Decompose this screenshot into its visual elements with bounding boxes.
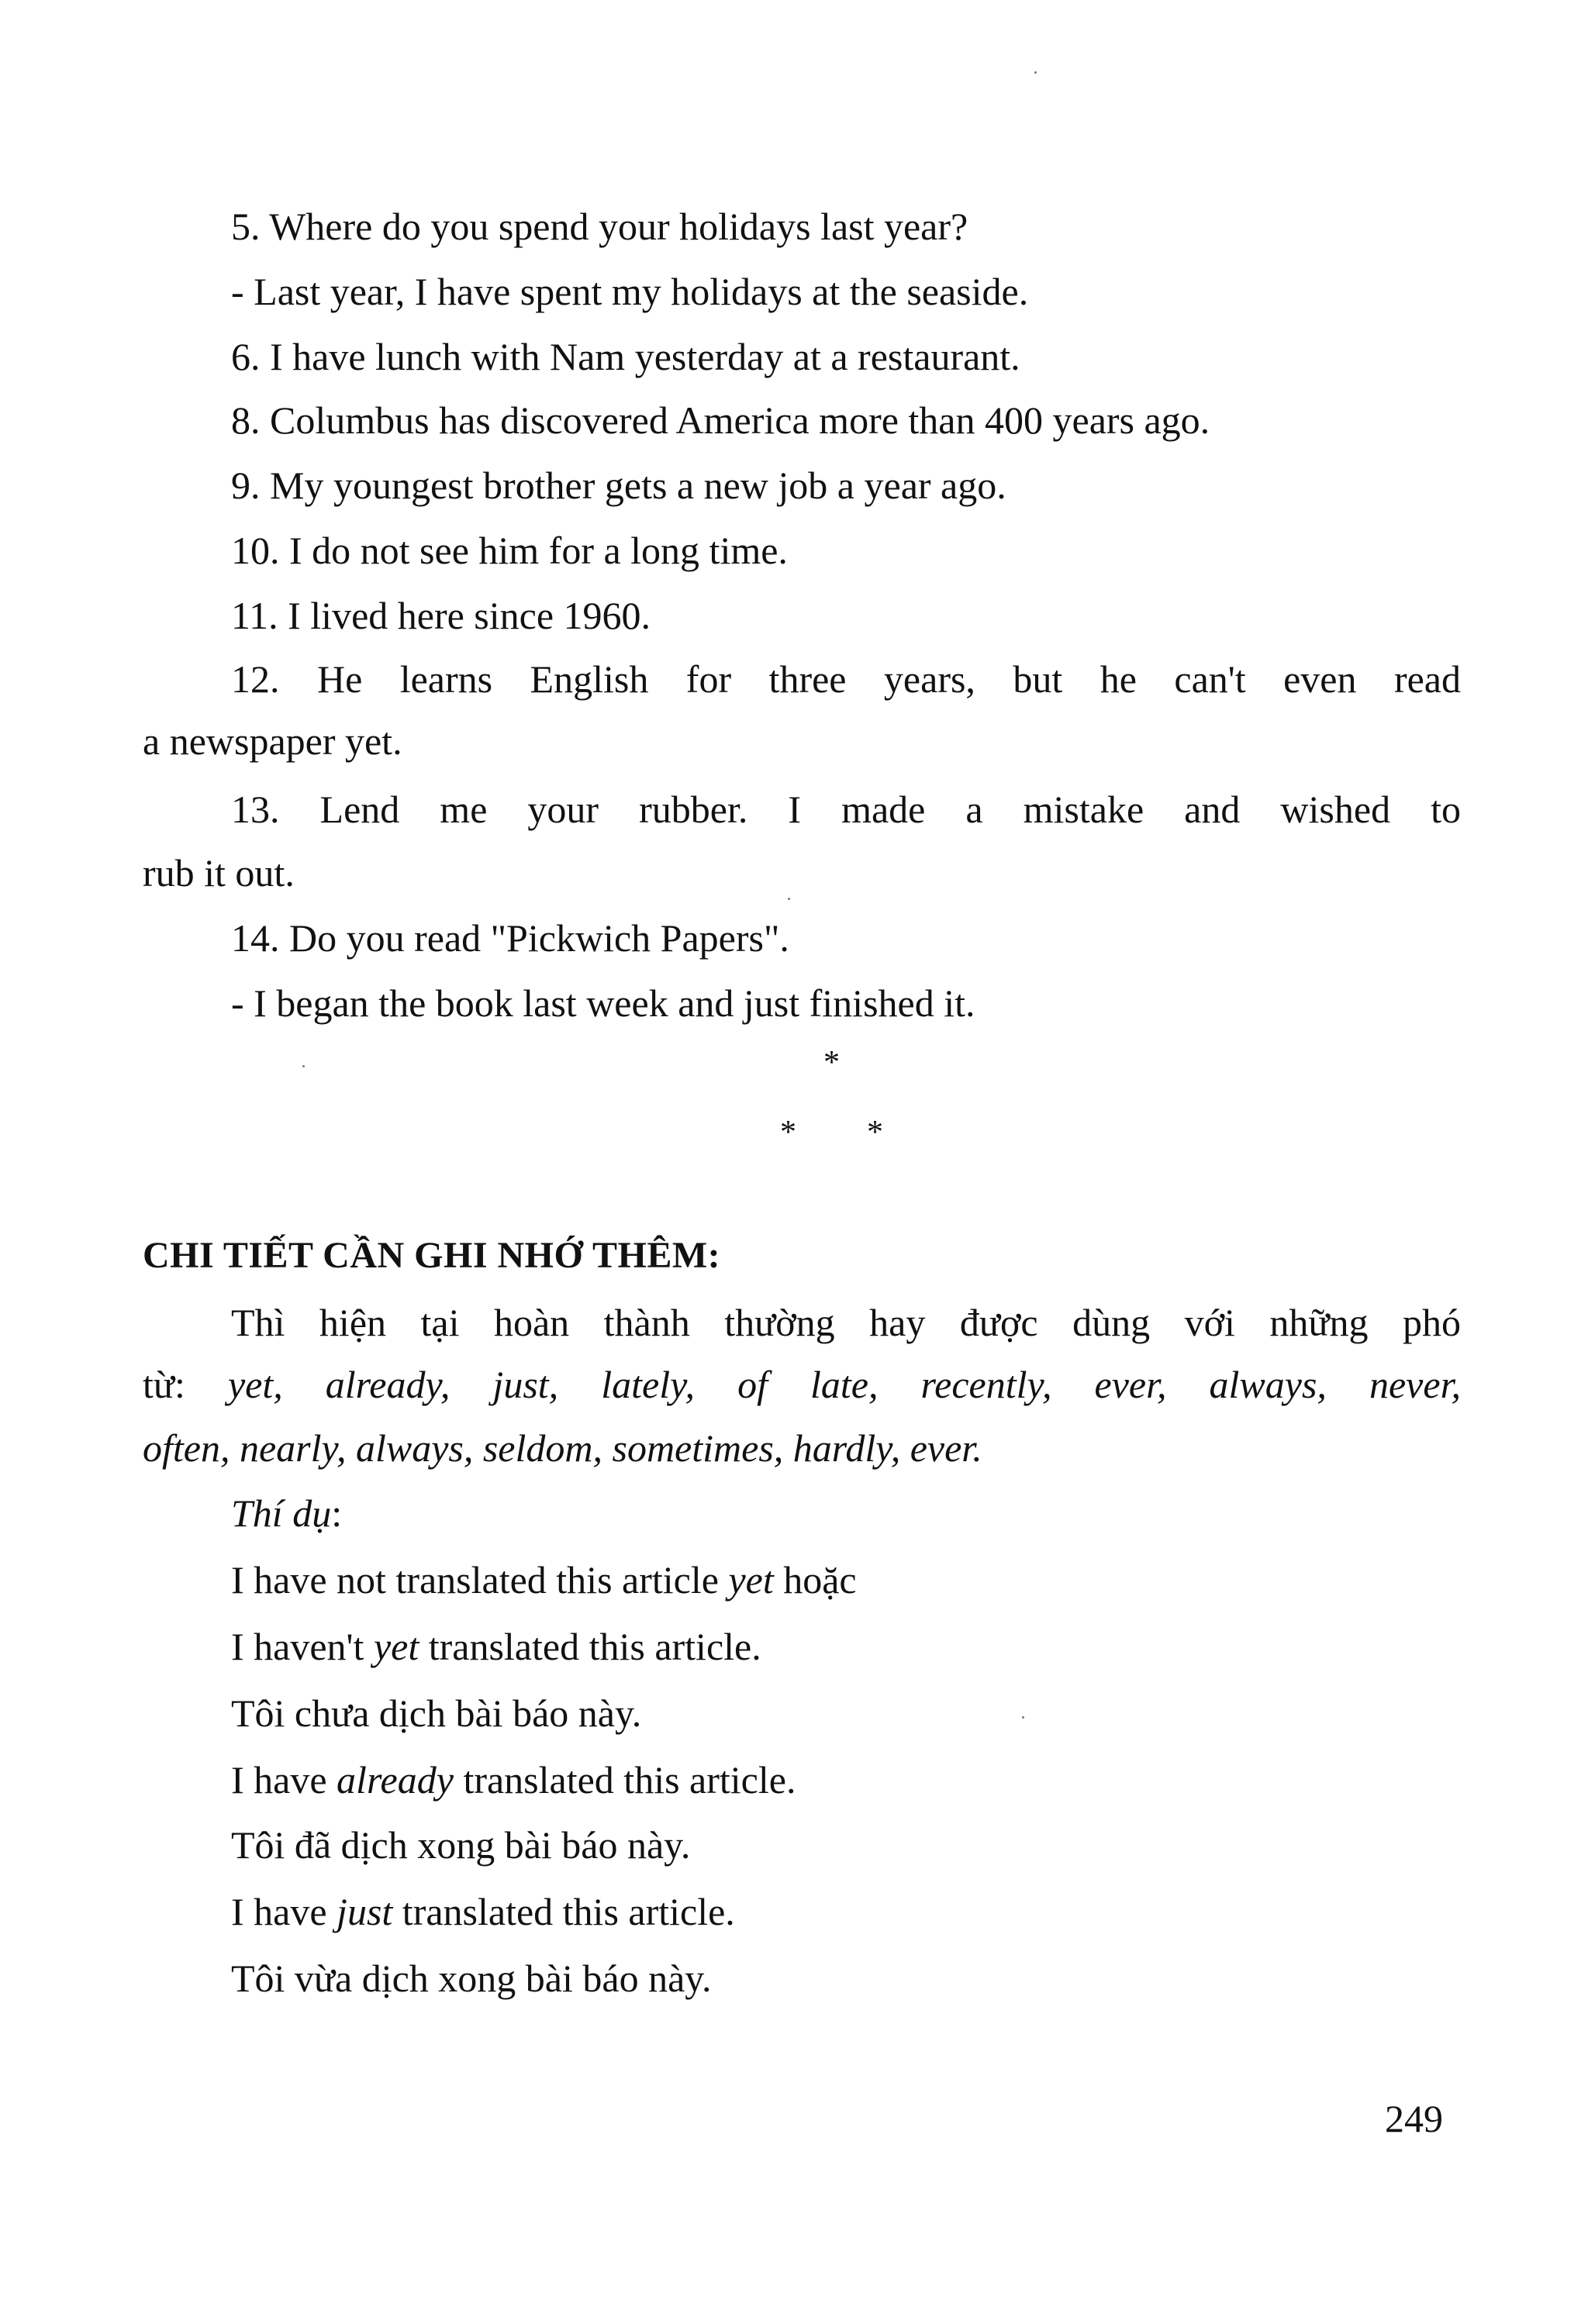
example-4-b: already xyxy=(337,1758,454,1802)
exercise-answer-14: - I began the book last week and just finished it. xyxy=(231,981,975,1025)
example-label-colon: : xyxy=(331,1491,343,1535)
example-2 xyxy=(231,1623,761,1670)
example-4-a: I have xyxy=(231,1758,337,1802)
example-6 xyxy=(231,1888,735,1935)
exercise-line-12-cont: a newspaper yet. xyxy=(143,719,402,763)
example-2-a: I haven't xyxy=(231,1625,374,1668)
example-1-a: I have not translated this article xyxy=(231,1558,729,1602)
intro-adverbs: yet, already, just, lately, of late, recently, ever, always, never, xyxy=(227,1363,1461,1406)
example-3: Tôi chưa dịch bài báo này. xyxy=(231,1691,642,1735)
example-6-c: translated this article. xyxy=(392,1890,735,1933)
example-label xyxy=(231,1490,342,1536)
example-2-b: yet xyxy=(373,1625,419,1668)
intro-line-2 xyxy=(143,1361,1461,1408)
exercise-line-13-cont: rub it out. xyxy=(143,851,295,895)
example-6-a: I have xyxy=(231,1890,337,1933)
example-1-b: yet xyxy=(728,1558,774,1602)
exercise-line-13: 13. Lend me your rubber. I made a mistake and wished to xyxy=(231,788,1461,831)
intro-line-2-text: từ: xyxy=(143,1363,228,1406)
example-4 xyxy=(231,1757,796,1803)
exercise-line-9: 9. My youngest brother gets a new job a year ago. xyxy=(231,464,1006,507)
example-label-text: Thí dụ xyxy=(231,1491,332,1535)
intro-line-3 xyxy=(143,1425,982,1471)
example-6-b: just xyxy=(337,1890,393,1933)
separator-star: * xyxy=(823,1045,840,1081)
example-7: Tôi vừa dịch xong bài báo này. xyxy=(231,1957,712,2000)
exercise-line-12: 12. He learns English for three years, but he can't even read xyxy=(231,657,1461,701)
scan-speck xyxy=(302,1065,305,1067)
separator-star: * xyxy=(867,1115,883,1150)
intro-line-1: Thì hiện tại hoàn thành thường hay được dùng với những phó xyxy=(231,1301,1461,1344)
example-2-c: translated this article. xyxy=(419,1625,761,1668)
exercise-line-6: 6. I have lunch with Nam yesterday at a restaurant. xyxy=(231,335,1020,378)
exercise-line-11: 11. I lived here since 1960. xyxy=(231,594,651,637)
exercise-answer-5: - Last year, I have spent my holidays at the seaside. xyxy=(231,270,1029,313)
exercise-line-8: 8. Columbus has discovered America more than 400 years ago. xyxy=(231,398,1210,442)
exercise-line-10: 10. I do not see him for a long time. xyxy=(231,529,788,572)
example-4-c: translated this article. xyxy=(453,1758,796,1802)
example-5: Tôi đã dịch xong bài báo này. xyxy=(231,1823,691,1867)
scan-speck xyxy=(1034,71,1037,74)
scan-speck xyxy=(788,898,790,900)
example-1 xyxy=(231,1557,857,1603)
example-1-c: hoặc xyxy=(773,1558,857,1602)
page-number: 249 xyxy=(1385,2097,1443,2140)
section-heading: CHI TIẾT CẦN GHI NHỚ THÊM: xyxy=(143,1235,721,1276)
exercise-line-14: 14. Do you read "Pickwich Papers". xyxy=(231,916,789,960)
scan-speck xyxy=(1022,1716,1024,1719)
exercise-line-5: 5. Where do you spend your holidays last year? xyxy=(231,205,968,248)
separator-star: * xyxy=(780,1115,796,1150)
intro-adverbs-cont: often, nearly, always, seldom, sometimes, hardly, ever. xyxy=(143,1426,982,1470)
